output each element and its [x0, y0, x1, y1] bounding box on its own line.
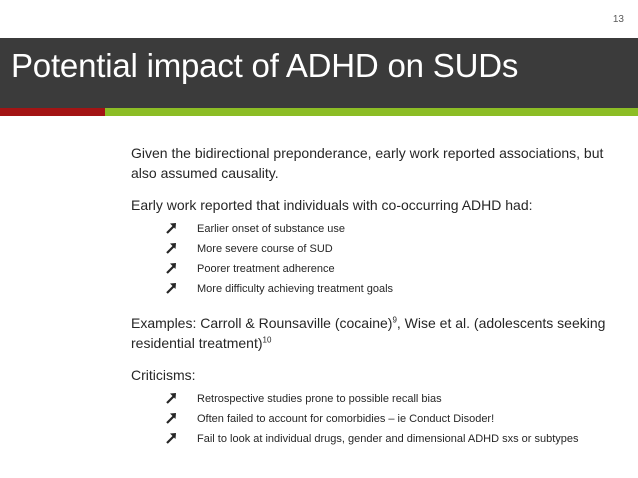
- list-item-text: Poorer treatment adherence: [197, 263, 335, 275]
- criticisms-heading: Criticisms:: [131, 367, 196, 383]
- arrow-up-right-icon: [164, 221, 178, 235]
- arrow-up-right-icon: [164, 411, 178, 425]
- reference-9: 9: [392, 315, 397, 325]
- list-item-text: More difficulty achieving treatment goals: [197, 283, 394, 295]
- list-item: [164, 279, 621, 299]
- arrow-up-right-icon: [164, 391, 178, 405]
- slide-number: 13: [612, 14, 624, 25]
- list-item-text: Often failed to account for comorbidies – ie Conduct Disoder!: [197, 413, 495, 425]
- slide-title: Potential impact of ADHD on SUDs: [11, 47, 519, 84]
- title-bar: [0, 38, 638, 108]
- arrow-up-right-icon: [164, 241, 178, 255]
- arrow-up-right-icon: [164, 281, 178, 295]
- intro-paragraph: Given the bidirectional preponderance, early work reported associations, but also assumed causality.: [131, 145, 604, 181]
- list-item-text: Earlier onset of substance use: [197, 223, 345, 235]
- list-item: [164, 409, 621, 429]
- list-item: [164, 219, 621, 239]
- arrow-up-right-icon: [164, 261, 178, 275]
- reference-10: 10: [262, 335, 272, 345]
- arrow-up-right-icon: [164, 431, 178, 445]
- accent-bar-green: [105, 108, 638, 116]
- criticisms-list: [131, 389, 621, 449]
- examples-text-2: , Wise et al. (adolescents seeking residential treatment): [131, 315, 606, 351]
- list-item: [164, 259, 621, 279]
- accent-bar: [0, 108, 638, 116]
- accent-bar-red: [0, 108, 105, 116]
- examples-paragraph: [131, 313, 621, 353]
- early-work-list: [131, 219, 621, 299]
- examples-text-1: Examples: Carroll & Rounsaville (cocaine): [131, 315, 393, 331]
- early-work-heading: Early work reported that individuals with co-occurring ADHD had:: [131, 197, 533, 213]
- slide-content: [131, 143, 621, 463]
- list-item-text: Retrospective studies prone to possible recall bias: [197, 393, 442, 405]
- list-item-text: More severe course of SUD: [197, 243, 333, 255]
- list-item-text: Fail to look at individual drugs, gender and dimensional ADHD sxs or subtypes: [197, 433, 579, 445]
- list-item: [164, 429, 621, 449]
- list-item: [164, 239, 621, 259]
- list-item: [164, 389, 621, 409]
